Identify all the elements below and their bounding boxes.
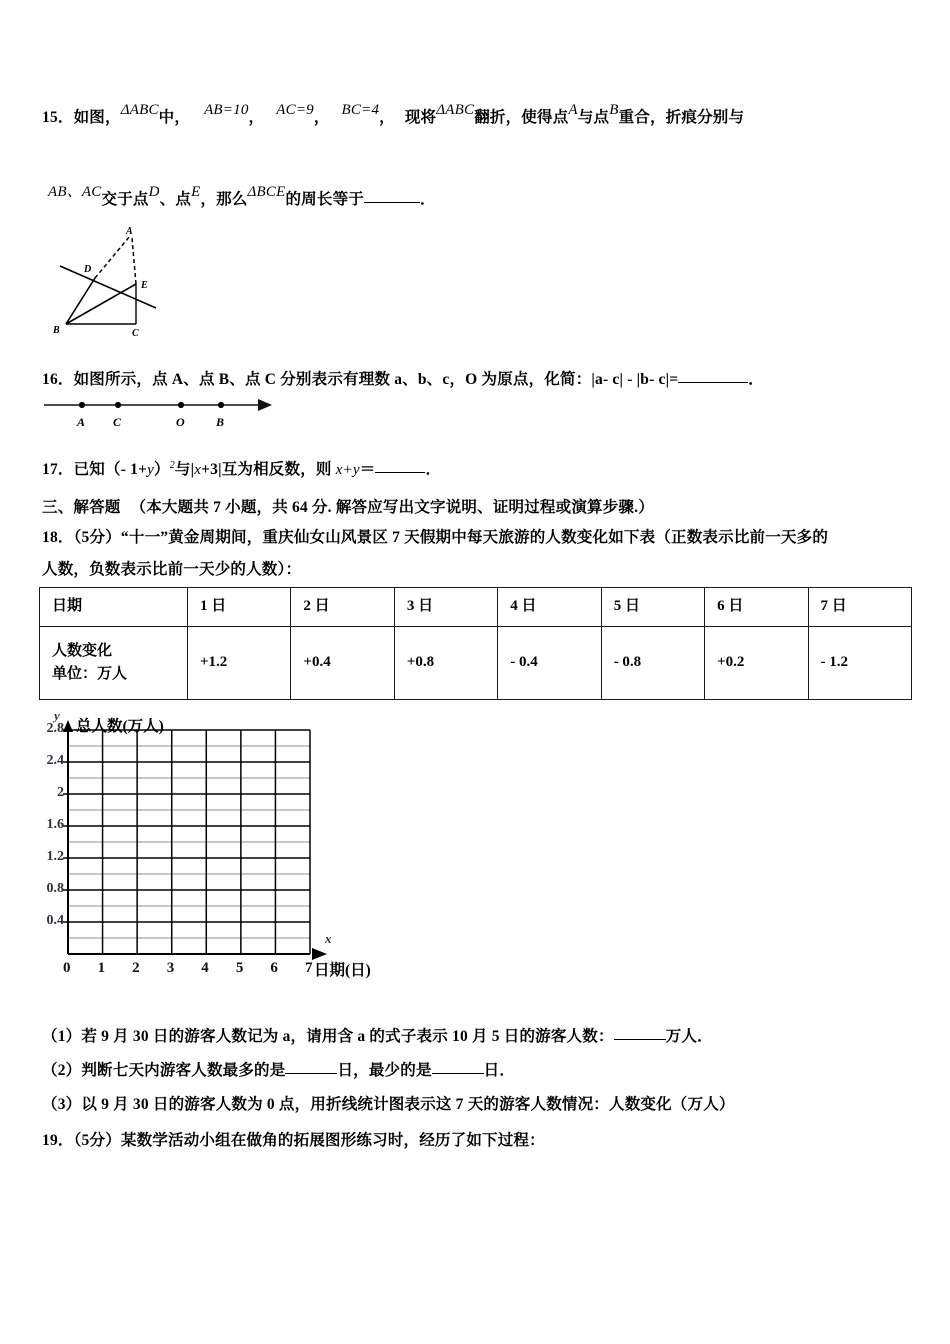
section-3-title: 三、解答题 xyxy=(42,499,121,516)
q15-period: ． xyxy=(420,191,436,208)
q17-number: 17． xyxy=(42,461,74,479)
question-18-line-2 xyxy=(42,562,301,578)
q15-chonghe: 重合，折痕分别与 xyxy=(618,109,745,126)
q15-dundian: 、点 xyxy=(159,191,192,208)
q15-fig-label-d: D xyxy=(84,264,92,275)
q15-ab-label: AB xyxy=(204,102,223,118)
table-header-change xyxy=(40,627,188,700)
x-tick-label: 4 xyxy=(201,960,209,976)
table-cell-change-2: +0.4 xyxy=(291,627,394,700)
q15-fanzhe: 翻折，使得点 xyxy=(474,109,569,126)
q16-minus-3: - xyxy=(649,371,655,388)
q18-number: 18． xyxy=(42,529,74,546)
y-tick-label: 1.2 xyxy=(46,849,64,864)
q15-zhong: 中， xyxy=(158,109,191,126)
chart-grid-major xyxy=(68,730,310,922)
q19-body: 某数学活动小组在做角的拓展图形练习时，经历了如下过程： xyxy=(120,1132,545,1149)
q18-sub-2-blank-min[interactable] xyxy=(432,1073,484,1074)
table-cell-date-2: 2 日 xyxy=(291,588,394,627)
q16-text-before: 如图所示，点 A、点 B、点 C 分别表示有理数 a、b、c，O 为原点，化简：|a xyxy=(73,371,603,388)
x-tick-label: 1 xyxy=(97,960,106,976)
x-tick-label: 5 xyxy=(235,960,244,976)
q16-text-mid-2: |b xyxy=(632,371,650,388)
q17-equals: ＝ xyxy=(359,461,376,479)
q17-part-3: ） xyxy=(154,461,170,479)
q18-sub-3-text: （3）以 9 月 30 日的游客人数为 0 点，用折线统计图表示这 7 天的游客人数情况：人数变化（万人） xyxy=(42,1096,735,1113)
table-cell-change-4: - 0.4 xyxy=(498,627,601,700)
x-axis-symbol: x xyxy=(325,931,332,946)
table-cell-date-1: 1 日 xyxy=(188,588,291,627)
question-17-text xyxy=(42,461,441,478)
q15-fig-label-c: C xyxy=(132,328,139,339)
table-cell-change-5: - 0.8 xyxy=(601,627,704,700)
q15-triangle-figure xyxy=(48,226,208,341)
numberline-point-c xyxy=(115,402,121,408)
q18-sub-2-blank-max[interactable] xyxy=(285,1073,337,1074)
q15-comma-1: ， xyxy=(248,109,265,126)
table-cell-change-1: +1.2 xyxy=(188,627,291,700)
table-cell-date-7: 7 日 xyxy=(808,588,911,627)
question-15-line-2 xyxy=(48,184,436,208)
q18-sub-1-tail: 万人． xyxy=(665,1028,713,1045)
blank-line-chart-grid xyxy=(42,708,392,997)
question-18-sub-1 xyxy=(42,1029,713,1045)
q16-period: ． xyxy=(748,371,764,388)
question-15-line-1 xyxy=(42,102,745,126)
numberline-label-o: O xyxy=(176,415,185,429)
x-tick-label: 6 xyxy=(270,960,278,976)
q15-zhouchang: 的周长等于 xyxy=(285,191,364,208)
chart-svg xyxy=(42,712,392,997)
q15-triangle-bce: ΔBCE xyxy=(247,184,286,200)
x-tick-label: 0 xyxy=(63,960,71,976)
x-tick-label: 7 xyxy=(305,960,313,976)
q15-name: ，那么 xyxy=(200,191,248,208)
x-tick-label: 2 xyxy=(132,960,140,976)
q17-part-4: 与| xyxy=(174,461,195,479)
q15-triangle-abc: ΔABC xyxy=(120,102,159,118)
q18-sub-1-blank[interactable] xyxy=(614,1039,666,1040)
y-tick-label: 0.4 xyxy=(46,913,64,928)
x-axis-title: 日期(日) xyxy=(314,962,371,979)
q16-number: 16． xyxy=(42,371,74,388)
q17-answer-blank[interactable] xyxy=(375,472,425,473)
section-3-heading xyxy=(42,500,654,516)
q15-yudian: 与点 xyxy=(577,109,610,126)
table-cell-change-6: +0.2 xyxy=(705,627,808,700)
q17-var-xy: x+y xyxy=(335,462,360,479)
population-change-table xyxy=(39,587,912,700)
q18-line-1-text: “十一”黄金周期间，重庆仙女山风景区 7 天假期中每天旅游的人数变化如下表（正数表示比前一天多的 xyxy=(120,529,829,546)
q16-minus-1: - xyxy=(602,371,609,388)
q17-part-1: 已知（ xyxy=(73,461,121,479)
question-18-line-1 xyxy=(42,530,828,546)
q15-ab-value: =10 xyxy=(222,102,249,118)
q17-period: ． xyxy=(425,461,442,479)
q16-number-line-figure xyxy=(40,392,280,434)
q19-score: （5分） xyxy=(73,1132,121,1149)
q18-sub-2-text-a: （2）判断七天内游客人数最多的是 xyxy=(42,1062,286,1079)
q15-point-d: D xyxy=(148,184,160,200)
q15-ac-label: AC xyxy=(276,102,296,118)
q18-score: （5分） xyxy=(73,529,121,546)
q15-point-b: B xyxy=(609,102,619,118)
table-cell-date-4: 4 日 xyxy=(498,588,601,627)
y-tick-label: 2.4 xyxy=(46,753,64,768)
y-tick-label: 2 xyxy=(57,785,64,800)
q18-line-2-text: 人数，负数表示比前一天少的人数）： xyxy=(42,561,302,578)
y-axis-title: 总人数(万人) xyxy=(76,718,164,735)
y-tick-label: 2.8 xyxy=(46,721,64,736)
question-18-sub-3 xyxy=(42,1097,735,1113)
question-19-text xyxy=(42,1133,545,1149)
q15-answer-blank[interactable] xyxy=(364,202,420,203)
q17-part-5: +3|互为相反数，则 xyxy=(201,461,336,479)
table-header-change-line-1: 人数变化 xyxy=(52,642,113,659)
q15-ab-ac: AB、AC xyxy=(48,184,102,200)
y-tick-label: 1.6 xyxy=(46,817,64,832)
x-tick-label: 3 xyxy=(166,960,175,976)
numberline-point-o xyxy=(178,402,184,408)
numberline-label-a: A xyxy=(77,415,86,429)
q15-bc-label: BC xyxy=(341,102,362,118)
q15-comma-2: ， xyxy=(313,109,330,126)
table-header-date: 日期 xyxy=(40,588,188,627)
q17-part-2: 1+ xyxy=(126,461,148,479)
question-16-text xyxy=(42,372,764,388)
chart-grid-minor xyxy=(68,746,310,938)
numberline-point-a xyxy=(79,402,85,408)
q15-fig-label-e: E xyxy=(141,280,148,291)
q15-fig-label-b: B xyxy=(53,325,60,336)
q15-lead: 如图， xyxy=(73,109,121,126)
q18-sub-2-text-c: 日． xyxy=(483,1062,516,1079)
numberline-label-b: B xyxy=(216,415,225,429)
q17-var-y: y xyxy=(147,462,155,479)
table-cell-change-7: - 1.2 xyxy=(808,627,911,700)
q18-sub-1-text: （1）若 9 月 30 日的游客人数记为 a，请用含 a 的式子表示 10 月 5 日的游客人数： xyxy=(42,1028,614,1045)
q15-point-a: A xyxy=(568,102,578,118)
table-cell-date-5: 5 日 xyxy=(601,588,704,627)
table-row-dates xyxy=(40,588,912,627)
q15-comma-3: ， xyxy=(379,109,395,126)
q15-xianjiang: 现将 xyxy=(404,109,437,126)
q15-jiaoyudian: 交于点 xyxy=(101,191,149,208)
q15-bc-value: =4 xyxy=(361,102,380,118)
table-row-changes xyxy=(40,627,912,700)
q16-text-after: c|= xyxy=(654,371,679,388)
section-3-desc: （本大题共 7 小题，共 64 分. 解答应写出文字说明、证明过程或演算步骤.） xyxy=(130,499,654,516)
q15-ac-value: =9 xyxy=(295,102,314,118)
q17-var-x: x xyxy=(194,462,202,479)
numberline-label-c: C xyxy=(113,415,122,429)
q16-answer-blank[interactable] xyxy=(678,382,748,383)
table-cell-change-3: +0.8 xyxy=(394,627,497,700)
q16-text-mid-1: c| xyxy=(608,371,628,388)
q18-sub-2-text-b: 日，最少的是 xyxy=(337,1062,432,1079)
y-axis-symbol: y xyxy=(54,708,60,723)
q17-exponent: 2 xyxy=(169,460,175,471)
q15-point-e: E xyxy=(191,184,201,200)
q15-fig-label-a: A xyxy=(126,226,133,237)
q19-number: 19． xyxy=(42,1132,74,1149)
numberline-point-b xyxy=(218,402,224,408)
table-header-change-line-2: 单位：万人 xyxy=(52,666,128,682)
y-tick-label: 0.8 xyxy=(46,881,64,896)
table-cell-date-3: 3 日 xyxy=(394,588,497,627)
table-cell-date-6: 6 日 xyxy=(705,588,808,627)
q15-triangle-fold: ΔABC xyxy=(436,102,475,118)
q17-minus: - xyxy=(120,461,127,479)
q16-minus-2: - xyxy=(627,371,633,388)
q15-number: 15． xyxy=(42,109,74,126)
question-18-sub-2 xyxy=(42,1063,515,1079)
